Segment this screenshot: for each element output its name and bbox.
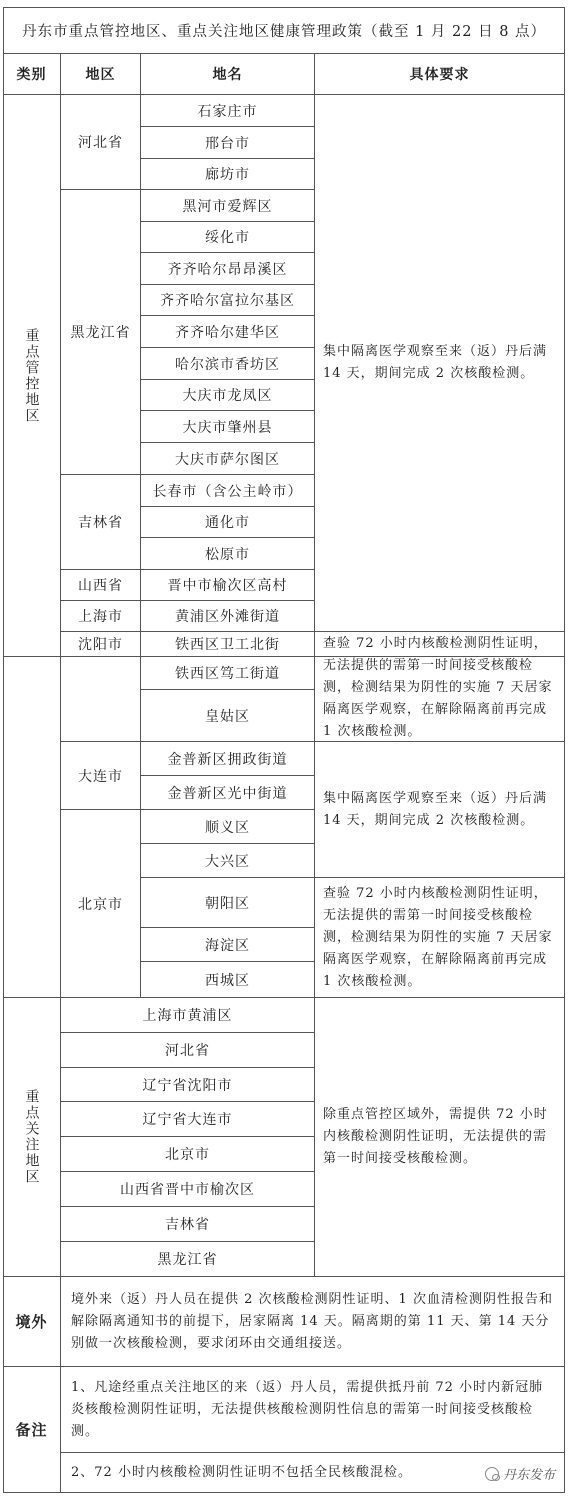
category-key-control-label: 重点管控地区 xyxy=(23,327,40,424)
region-dalian: 大连市 xyxy=(61,742,141,810)
place-cell: 松原市 xyxy=(141,538,315,570)
requirement-key-focus: 除重点管控区域外，需提供 72 小时内核酸检测阴性证明，无法提供的需第一时间接受核酸检测。 xyxy=(315,998,565,1277)
document-title: 丹东市重点管控地区、重点关注地区健康管理政策（截至 1 月 22 日 8 点） xyxy=(3,7,565,54)
place-cell: 金普新区光中街道 xyxy=(141,776,315,810)
region-shenyang-continued xyxy=(61,657,141,742)
place-cell: 大庆市萨尔图区 xyxy=(141,443,315,475)
region-heilongjiang: 黑龙江省 xyxy=(61,190,141,475)
place-cell: 大兴区 xyxy=(141,844,315,878)
place-cell: 金普新区拥政街道 xyxy=(141,742,315,776)
place-cell: 通化市 xyxy=(141,507,315,538)
requirement-quarantine: 集中隔离医学观察至来（返）丹后满 14 天，期间完成 2 次核酸检测。 xyxy=(315,95,565,632)
focus-place-cell: 上海市黄浦区 xyxy=(61,998,315,1033)
header-region: 地区 xyxy=(61,54,141,95)
place-cell: 黑河市爱辉区 xyxy=(141,190,315,222)
region-beijing: 北京市 xyxy=(61,810,141,998)
category-key-control-continued xyxy=(3,657,61,998)
region-shanghai: 上海市 xyxy=(61,601,141,632)
policy-document xyxy=(3,7,565,1493)
place-cell: 黄浦区外滩街道 xyxy=(141,601,315,632)
category-key-focus xyxy=(3,998,61,1277)
place-cell: 大庆市龙凤区 xyxy=(141,380,315,411)
place-cell: 西城区 xyxy=(141,962,315,998)
place-cell: 海淀区 xyxy=(141,928,315,962)
place-cell: 长春市（含公主岭市） xyxy=(141,475,315,507)
region-shanxi: 山西省 xyxy=(61,570,141,601)
abroad-label: 境外 xyxy=(3,1277,61,1367)
wechat-icon xyxy=(485,1467,499,1481)
place-cell: 齐齐哈尔建华区 xyxy=(141,316,315,348)
watermark-text: 丹东发布 xyxy=(502,1468,555,1483)
place-cell: 顺义区 xyxy=(141,810,315,844)
region-jilin: 吉林省 xyxy=(61,475,141,570)
place-cell: 石家庄市 xyxy=(141,95,315,127)
focus-place-cell: 辽宁省沈阳市 xyxy=(61,1068,315,1102)
place-cell: 大庆市肇州县 xyxy=(141,411,315,443)
place-cell: 铁西区笃工街道 xyxy=(141,657,315,690)
place-cell: 皇姑区 xyxy=(141,690,315,742)
place-cell: 齐齐哈尔昂昂溪区 xyxy=(141,253,315,285)
category-key-control xyxy=(3,95,61,657)
remark-note-2: 2、72 小时内核酸检测阴性证明不包括全民核酸混检。 xyxy=(61,1453,565,1493)
remarks-label: 备注 xyxy=(3,1367,61,1493)
focus-place-cell: 河北省 xyxy=(61,1033,315,1068)
header-category: 类别 xyxy=(3,54,61,95)
header-requirement: 具体要求 xyxy=(315,54,565,95)
place-cell: 哈尔滨市香坊区 xyxy=(141,348,315,380)
watermark xyxy=(485,1464,555,1483)
place-cell: 邢台市 xyxy=(141,127,315,159)
abroad-text: 境外来（返）丹人员在提供 2 次核酸检测阴性证明、1 次血清检测阴性报告和解除隔离通知书的前提下，居家隔离 14 天。隔离期的第 11 天、第 14 天分别做一次核酸检测，要求闭环由交通组接送。 xyxy=(61,1277,565,1367)
requirement-test-beijing: 查验 72 小时内核酸检测阴性证明，无法提供的需第一时间接受核酸检测，检测结果为阴性的实施 7 天居家隔离医学观察，在解除隔离前再完成 1 次核酸检测。 xyxy=(315,878,565,998)
header-place: 地名 xyxy=(141,54,315,95)
place-cell: 廊坊市 xyxy=(141,159,315,190)
place-cell: 绥化市 xyxy=(141,222,315,253)
focus-place-cell: 吉林省 xyxy=(61,1207,315,1242)
place-cell: 晋中市榆次区高村 xyxy=(141,570,315,601)
requirement-test-line: 查验 72 小时内核酸检测阴性证明， xyxy=(315,632,565,657)
place-cell: 齐齐哈尔富拉尔基区 xyxy=(141,285,315,316)
category-key-focus-label: 重点关注地区 xyxy=(23,1089,40,1185)
focus-place-cell: 北京市 xyxy=(61,1137,315,1172)
requirement-quarantine-dalian: 集中隔离医学观察至来（返）丹后满 14 天，期间完成 2 次核酸检测。 xyxy=(315,742,565,878)
region-shenyang: 沈阳市 xyxy=(61,632,141,657)
focus-place-cell: 黑龙江省 xyxy=(61,1242,315,1277)
place-cell: 铁西区卫工北街 xyxy=(141,632,315,657)
focus-place-cell: 辽宁省大连市 xyxy=(61,1102,315,1137)
requirement-test-followup: 无法提供的需第一时间接受核酸检测，检测结果为阴性的实施 7 天居家隔离医学观察，在解除隔离前再完成 1 次核酸检测。 xyxy=(315,657,565,742)
remark-note-1: 1、凡途经重点关注地区的来（返）丹人员，需提供抵丹前 72 小时内新冠肺炎核酸检测阴性证明，无法提供核酸检测阴性信息的需第一时间接受核酸检测。 xyxy=(61,1367,565,1453)
region-hebei: 河北省 xyxy=(61,95,141,190)
place-cell: 朝阳区 xyxy=(141,878,315,928)
focus-place-cell: 山西省晋中市榆次区 xyxy=(61,1172,315,1207)
